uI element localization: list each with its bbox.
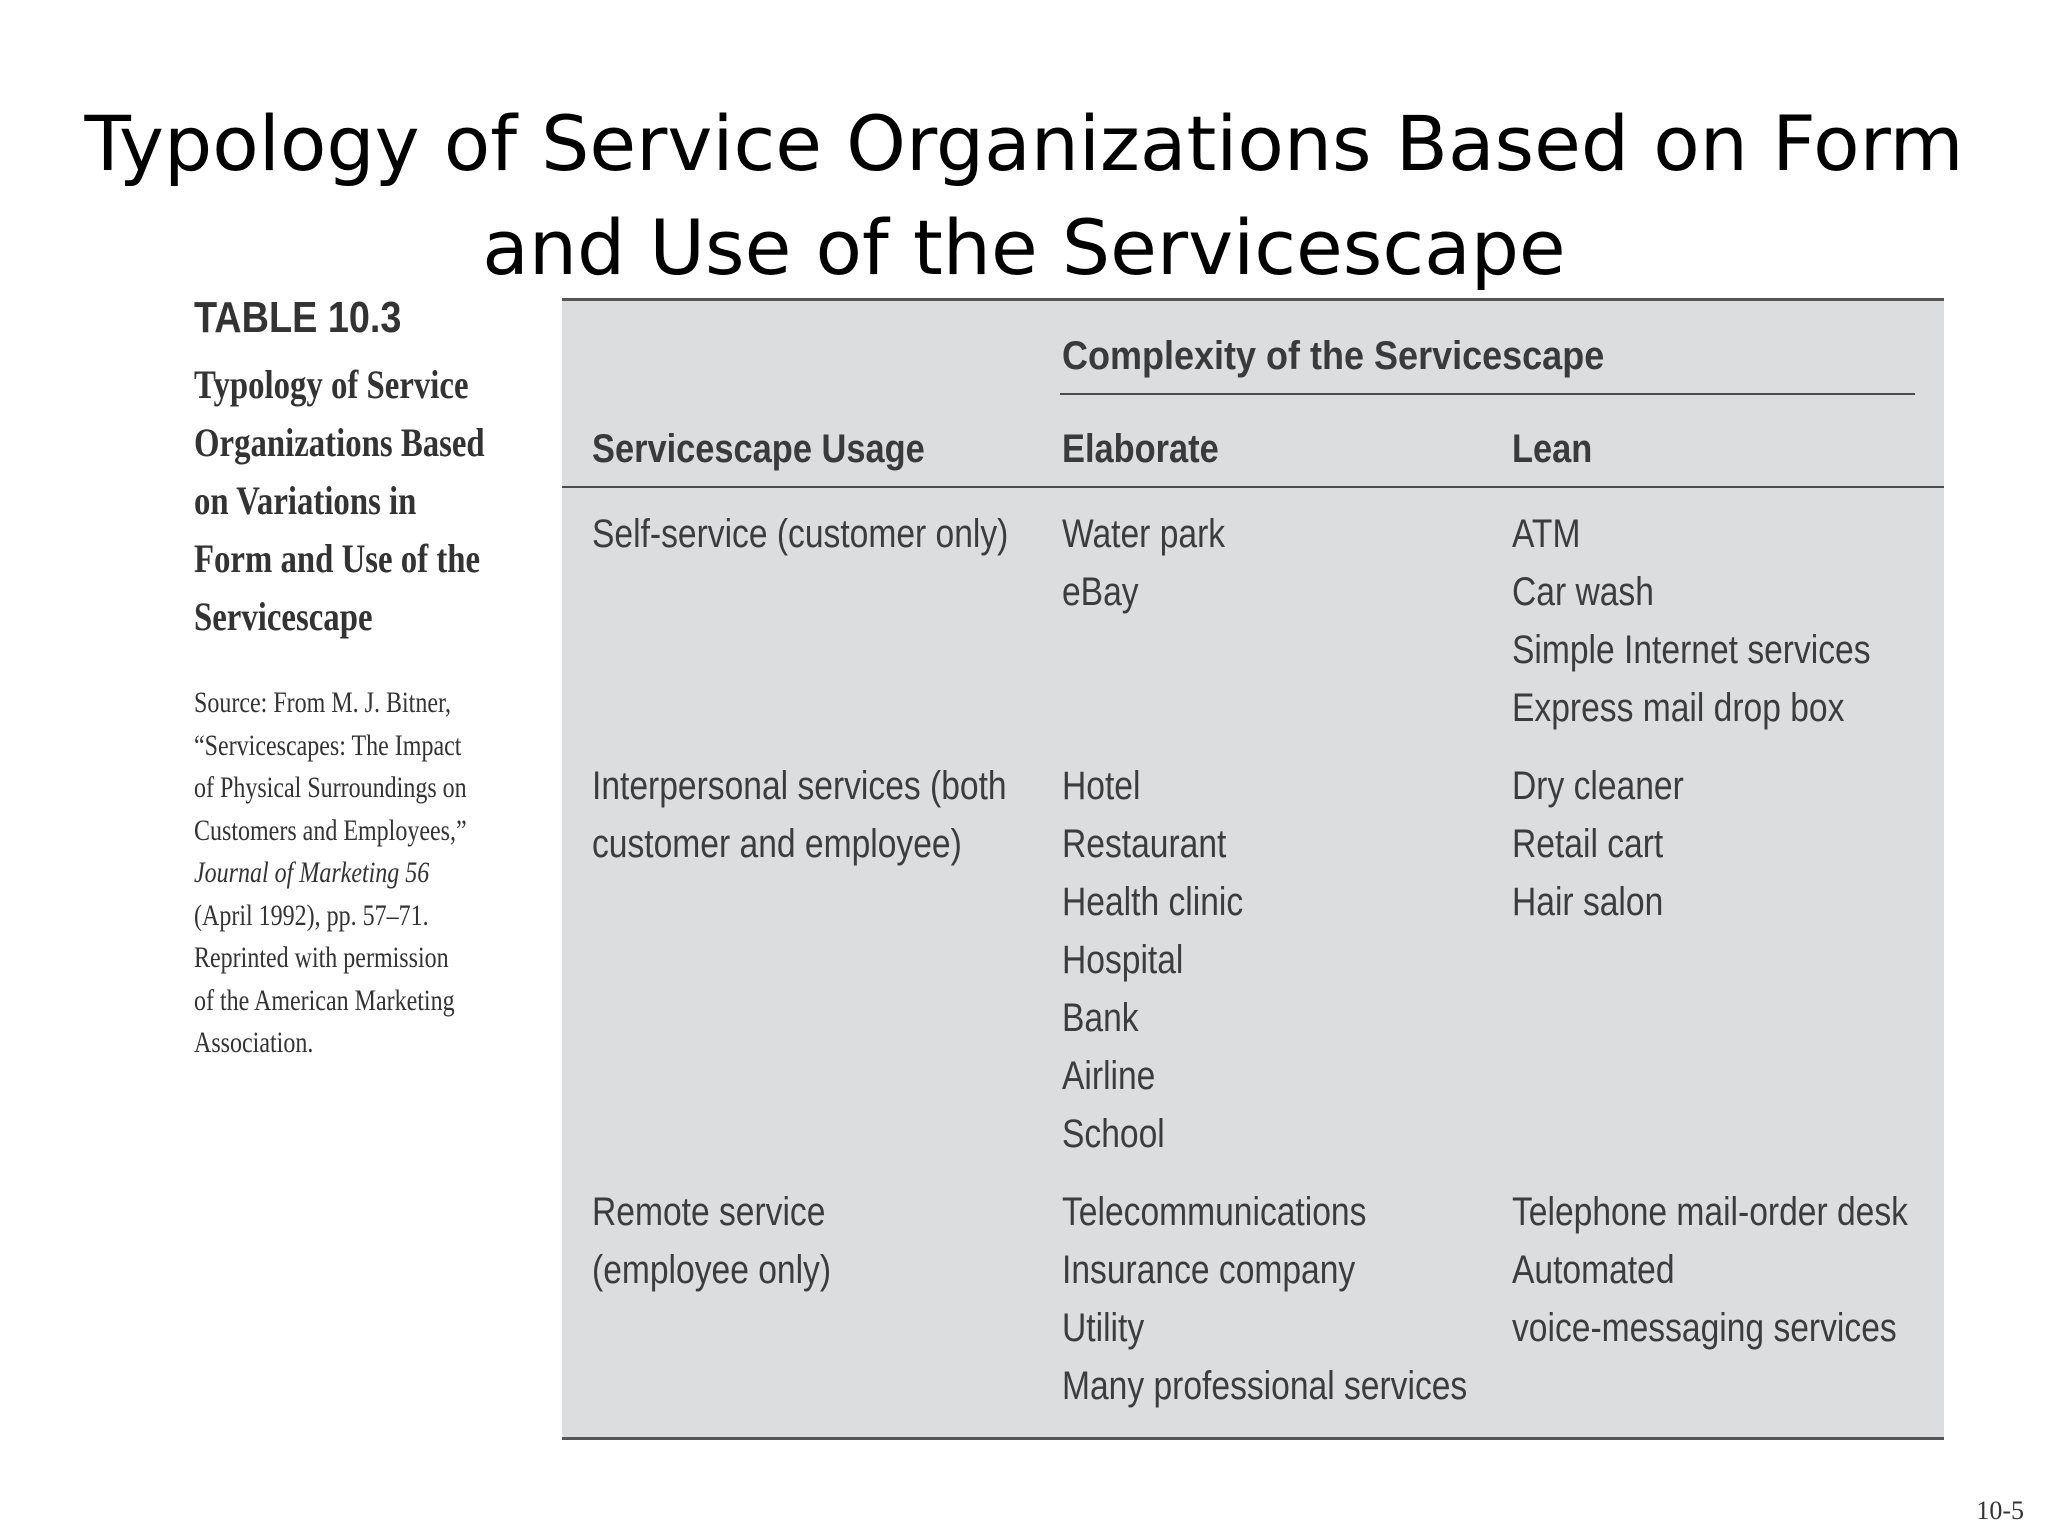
cell-line: eBay bbox=[1062, 570, 1139, 614]
cell-line: Hair salon bbox=[1512, 880, 1664, 924]
cell-line: Hotel bbox=[1062, 764, 1141, 808]
source-line: Customers and Employees,” bbox=[194, 813, 467, 847]
cell-line: Hospital bbox=[1062, 938, 1184, 982]
row-self-service-usage bbox=[592, 505, 1008, 563]
cell-line: Bank bbox=[1062, 996, 1139, 1040]
cell-line: Insurance company bbox=[1062, 1248, 1356, 1292]
caption-title-line: Organizations Based bbox=[194, 420, 485, 465]
row-remote-lean bbox=[1512, 1183, 1908, 1357]
header-rule bbox=[562, 486, 1944, 488]
complexity-span-header: Complexity of the Servicescape bbox=[1062, 334, 1605, 378]
journal-name: Journal of Marketing 56 bbox=[194, 856, 430, 889]
source-line-journal bbox=[194, 852, 522, 895]
caption-title-line: Servicescape bbox=[194, 594, 373, 639]
source-line: “Servicescapes: The Impact bbox=[194, 728, 462, 762]
cell-line: Airline bbox=[1062, 1054, 1156, 1098]
page-number: 10-5 bbox=[1976, 1496, 2024, 1525]
source-line: of the American Marketing bbox=[194, 983, 455, 1017]
row-interpersonal-usage bbox=[592, 757, 1007, 873]
caption-title-line: on Variations in bbox=[194, 478, 417, 523]
slide-title-line-2: and Use of the Servicescape bbox=[482, 203, 1566, 292]
span-header-rule bbox=[1060, 393, 1915, 395]
cell-line: Restaurant bbox=[1062, 822, 1227, 866]
cell-line: Many professional services bbox=[1062, 1364, 1468, 1408]
cell-line: ATM bbox=[1512, 512, 1581, 556]
cell-line: Car wash bbox=[1512, 570, 1654, 614]
source-note bbox=[194, 682, 522, 1065]
cell-line: Simple Internet services bbox=[1512, 628, 1871, 672]
row-remote-usage bbox=[592, 1183, 831, 1299]
cell-line: Automated bbox=[1512, 1248, 1675, 1292]
row-self-service-elaborate bbox=[1062, 505, 1225, 621]
cell-line: voice-messaging services bbox=[1512, 1306, 1897, 1350]
slide-title-line-1: Typology of Service Organizations Based on Form bbox=[84, 99, 1964, 188]
cell-line: customer and employee) bbox=[592, 822, 962, 866]
row-interpersonal-lean bbox=[1512, 757, 1684, 931]
cell-line: Telecommunications bbox=[1062, 1190, 1367, 1234]
row-remote-elaborate bbox=[1062, 1183, 1467, 1415]
cell-line: Utility bbox=[1062, 1306, 1145, 1350]
cell-line: Remote service bbox=[592, 1190, 826, 1234]
column-header-lean: Lean bbox=[1512, 427, 1593, 471]
table-number-label: TABLE 10.3 bbox=[194, 293, 402, 342]
caption-title-line: Typology of Service bbox=[194, 362, 469, 407]
cell-line: Water park bbox=[1062, 512, 1226, 556]
cell-line: Express mail drop box bbox=[1512, 686, 1845, 730]
table-caption-title bbox=[194, 356, 522, 646]
source-line: Reprinted with permission bbox=[194, 941, 449, 974]
typology-table bbox=[562, 298, 1944, 1440]
source-line: of Physical Surroundings on bbox=[194, 771, 467, 804]
row-self-service-lean bbox=[1512, 505, 1871, 737]
cell-line: Interpersonal services (both bbox=[592, 764, 1007, 808]
cell-line: School bbox=[1062, 1112, 1165, 1156]
column-header-elaborate: Elaborate bbox=[1062, 427, 1219, 471]
row-interpersonal-elaborate bbox=[1062, 757, 1243, 1163]
cell-line: Health clinic bbox=[1062, 880, 1244, 924]
source-line: Association. bbox=[194, 1026, 314, 1059]
slide-title bbox=[80, 92, 1968, 300]
cell-line: Telephone mail-order desk bbox=[1512, 1190, 1908, 1234]
table-caption-block bbox=[194, 292, 524, 1065]
cell-line: Retail cart bbox=[1512, 822, 1664, 866]
cell-line: (employee only) bbox=[592, 1248, 832, 1292]
source-line: Source: From M. J. Bitner, bbox=[194, 686, 452, 719]
column-header-usage: Servicescape Usage bbox=[592, 427, 925, 471]
source-line: (April 1992), pp. 57–71. bbox=[194, 898, 429, 932]
cell-line: Self-service (customer only) bbox=[592, 512, 1009, 556]
caption-title-line: Form and Use of the bbox=[194, 536, 481, 581]
cell-line: Dry cleaner bbox=[1512, 764, 1684, 808]
